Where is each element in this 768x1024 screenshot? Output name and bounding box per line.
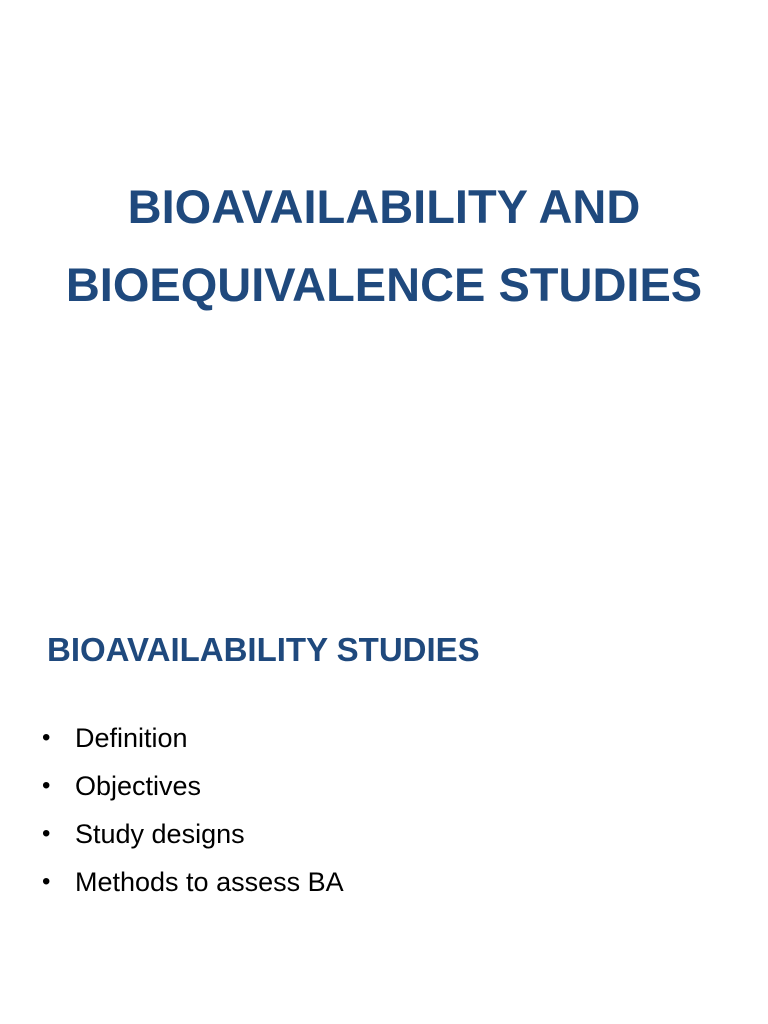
- bullet-text: Objectives: [75, 770, 202, 801]
- bullet-dot-icon: •: [42, 820, 51, 847]
- section-title: BIOAVAILABILITY STUDIES: [47, 631, 480, 668]
- content-slide: [0, 576, 768, 1024]
- bullet-item-definition: [42, 714, 344, 762]
- main-title-line-1: BIOAVAILABILITY AND: [127, 180, 641, 233]
- bullet-text: Methods to assess BA: [75, 866, 344, 897]
- bullet-dot-icon: •: [42, 868, 51, 895]
- bullet-item-objectives: [42, 762, 344, 810]
- bullet-item-methods: [42, 858, 344, 906]
- bullet-text: Definition: [75, 722, 188, 753]
- bullet-item-study-designs: [42, 810, 344, 858]
- main-title: [0, 168, 768, 324]
- main-title-line-2: BIOEQUIVALENCE STUDIES: [65, 258, 703, 311]
- bullet-list: [42, 714, 344, 906]
- bullet-dot-icon: •: [42, 724, 51, 751]
- bullet-text: Study designs: [75, 818, 245, 849]
- bullet-dot-icon: •: [42, 772, 51, 799]
